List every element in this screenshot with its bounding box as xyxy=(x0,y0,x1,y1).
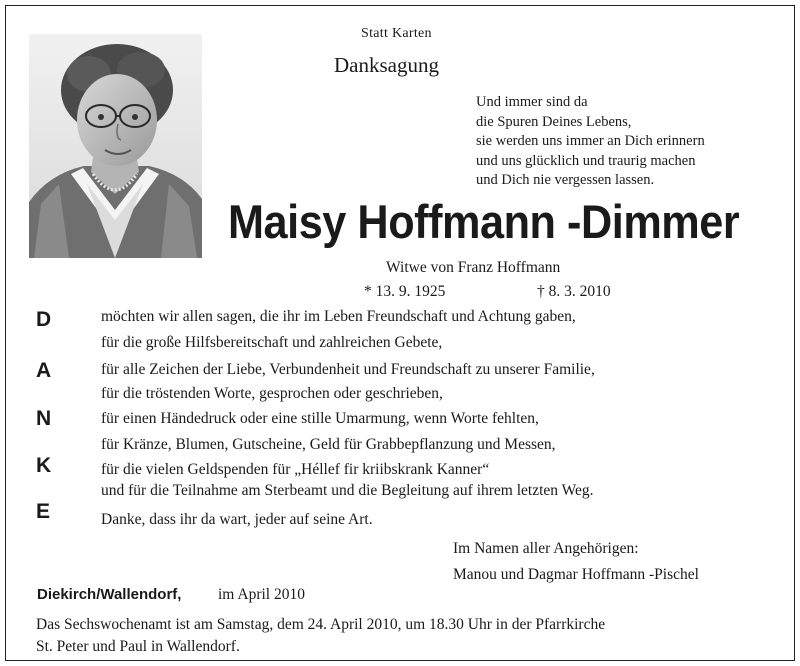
signature-label: Im Namen aller Angehörigen: xyxy=(453,540,639,557)
portrait-photo xyxy=(29,34,202,258)
thanks-line: für die große Hilfsbereitschaft und zahlreichen Gebete, xyxy=(101,334,443,351)
poem-line: und uns glücklich und traurig machen xyxy=(476,152,696,169)
thanks-line: und für die Teilnahme am Sterbeamt und die Begleitung auf ihrem letzten Weg. xyxy=(101,482,594,499)
place-text: Diekirch/Wallendorf, xyxy=(37,586,182,603)
danke-letter: K xyxy=(36,454,52,477)
mass-notice-line: St. Peter und Paul in Wallendorf. xyxy=(36,638,240,655)
thanks-line: für Kränze, Blumen, Gutscheine, Geld für Grabbepflanzung und Messen, xyxy=(101,436,556,453)
poem-line: Und immer sind da xyxy=(476,94,588,110)
obituary-card xyxy=(5,5,795,661)
birth-date: * 13. 9. 1925 xyxy=(364,283,446,300)
thanks-line: möchten wir allen sagen, die ihr im Leben Freundschaft und Achtung gaben, xyxy=(101,308,576,325)
mass-notice-line: Das Sechswochenamt ist am Samstag, dem 24. April 2010, um 18.30 Uhr in der Pfarrkirche xyxy=(36,616,606,633)
danke-letter: N xyxy=(36,407,52,430)
thanks-line: Danke, dass ihr da wart, jeder auf seine Art. xyxy=(101,511,373,528)
poem-line: die Spuren Deines Lebens, xyxy=(476,113,632,130)
portrait-image xyxy=(29,34,202,258)
danksagung-heading: Danksagung xyxy=(334,53,439,77)
danke-letter: E xyxy=(36,500,51,523)
thanks-line: für die vielen Geldspenden für „Héllef fir kriibskrank Kanner“ xyxy=(101,461,490,478)
deceased-name: Maisy Hoffmann -Dimmer xyxy=(228,195,740,248)
thanks-line: für einen Händedruck oder eine stille Umarmung, wenn Worte fehlten, xyxy=(101,410,539,427)
death-date: † 8. 3. 2010 xyxy=(537,283,611,300)
danke-letter: D xyxy=(36,308,52,331)
thanks-line: für alle Zeichen der Liebe, Verbundenheit und Freundschaft zu unserer Familie, xyxy=(101,361,595,378)
danke-letter: A xyxy=(36,359,52,382)
poem-line: und Dich nie vergessen lassen. xyxy=(476,172,655,188)
signature-names: Manou und Dagmar Hoffmann -Pischel xyxy=(453,566,699,583)
poem-block xyxy=(476,93,705,191)
date-text: im April 2010 xyxy=(218,586,305,603)
thanks-line: für die tröstenden Worte, gesprochen oder geschrieben, xyxy=(101,385,443,402)
poem-line: sie werden uns immer an Dich erinnern xyxy=(476,133,705,149)
statt-karten-text: Statt Karten xyxy=(361,26,432,41)
widow-of-text: Witwe von Franz Hoffmann xyxy=(386,259,561,276)
